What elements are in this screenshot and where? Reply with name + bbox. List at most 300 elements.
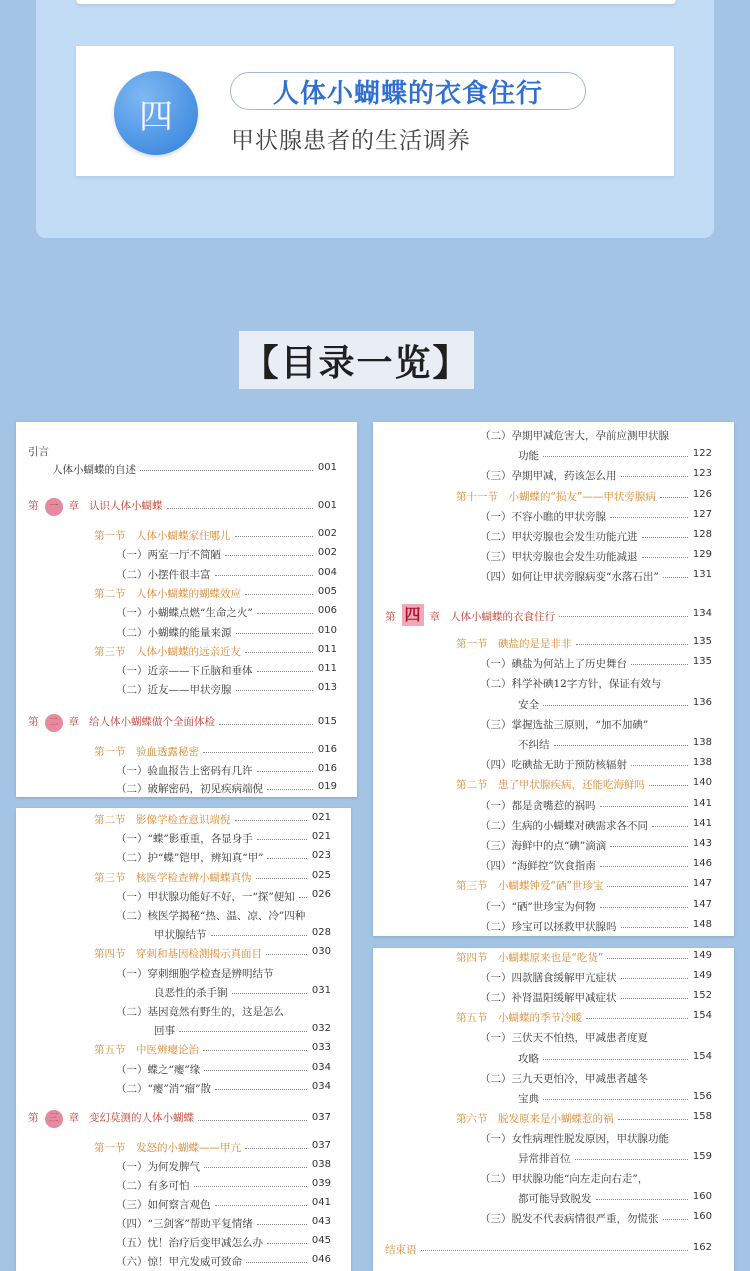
- chapter-title: 认识人体小蝴蝶: [89, 500, 163, 512]
- toc-subsection: [480, 468, 712, 484]
- dotted-leader: [236, 633, 314, 634]
- dotted-leader: [610, 846, 688, 847]
- toc-entry-title: 第十一节 小蝴蝶的“损友”——甲状旁腺病: [456, 490, 656, 503]
- toc-entry-title: （四）如何让甲状旁腺病变“水落石出”: [480, 571, 659, 584]
- dotted-leader: [235, 820, 308, 821]
- toc-subsection: [480, 970, 712, 986]
- toc-entry-title: （三）掌握选盐三原则，“加不加碘”: [480, 718, 649, 731]
- toc-intro: [52, 462, 337, 478]
- toc-entry-title: （一）两室一厅不简陋: [116, 549, 221, 562]
- toc-entry-title: （六）惊！甲亢发威可致命: [116, 1256, 242, 1268]
- page-number: 011: [317, 663, 337, 675]
- page-number: 030: [311, 946, 331, 958]
- toc-section: [456, 636, 712, 652]
- page-number: 038: [311, 1159, 331, 1170]
- toc-entry-title: （五）忧！治疗后变甲减怎么办: [116, 1237, 263, 1249]
- toc-entry-title: 第三节 人体小蝴蝶的远亲近友: [94, 645, 241, 658]
- dotted-leader: [586, 1018, 688, 1019]
- page-number: 002: [317, 547, 337, 559]
- toc-subsection: [116, 605, 337, 621]
- toc-section: [94, 946, 331, 962]
- toc-entry-title: （一）不容小瞧的甲状旁腺: [480, 510, 606, 523]
- toc-subsection: [518, 1051, 712, 1067]
- dotted-leader: [204, 1070, 307, 1071]
- toc-entry-title: 都可能导致脱发: [518, 1193, 592, 1206]
- toc-subsection: [154, 1023, 331, 1039]
- dotted-leader: [576, 644, 689, 645]
- page-number: 011: [317, 643, 337, 655]
- toc-subsection: [480, 919, 712, 935]
- dotted-leader: [649, 785, 688, 786]
- toc-page-3: [373, 422, 734, 936]
- dotted-leader: [257, 1224, 307, 1225]
- toc-entry-title: 安全: [518, 698, 539, 711]
- toc-entry-title: 功能: [518, 450, 539, 463]
- dotted-leader: [257, 839, 307, 840]
- chapter-number: 四: [402, 604, 424, 626]
- toc-entry-title: 甲状腺结节: [154, 929, 207, 942]
- toc-entry-title: （二）核医学揭秘“热、温、凉、冷”四种: [116, 910, 306, 922]
- toc-section: [94, 644, 337, 660]
- toc-entry-title: 异常排首位: [518, 1153, 571, 1165]
- toc-section: [94, 1042, 331, 1058]
- toc-entry-title: 第二节 影像学检查意识端倪: [94, 814, 231, 826]
- dotted-leader: [203, 752, 313, 753]
- page-number: 138: [692, 737, 712, 748]
- toc-chapter: [28, 714, 337, 736]
- dotted-leader: [236, 690, 314, 691]
- toc-subsection: [116, 1197, 331, 1213]
- page-number: 154: [692, 1050, 712, 1062]
- toc-subsection: [116, 1159, 331, 1175]
- dotted-leader: [631, 664, 688, 665]
- page-number: 123: [692, 468, 712, 480]
- toc-subsection: [116, 1062, 331, 1078]
- toc-subsection: [116, 1216, 331, 1232]
- toc-page-4: [373, 948, 734, 1271]
- page-number: 039: [311, 1178, 331, 1189]
- dotted-leader: [600, 866, 688, 867]
- dotted-leader: [600, 907, 688, 908]
- toc-entry-title: 第五节 小蝴蝶的季节冷暖: [456, 1012, 582, 1025]
- toc-entry-title: 回事: [154, 1025, 175, 1038]
- dotted-leader: [267, 789, 313, 790]
- dotted-leader: [663, 577, 688, 578]
- toc-subsection: [116, 889, 331, 905]
- page-number: 160: [692, 1211, 712, 1223]
- toc-subsection: [480, 717, 712, 733]
- chapter-label-pre: 第: [28, 500, 39, 512]
- toc-entry-title: （四）“海鲜控”饮食指南: [480, 860, 596, 873]
- toc-section: [456, 1111, 712, 1127]
- toc-entry-title: （二）护“蝶”铠甲，辨知真“甲”: [116, 852, 264, 865]
- page-number: 134: [692, 608, 712, 619]
- toc-section: [94, 586, 337, 602]
- page-number: 136: [692, 696, 712, 708]
- toc-subsection: [116, 1178, 331, 1194]
- chapter-label-post: 章: [68, 1112, 79, 1124]
- page-number: 152: [692, 990, 712, 1002]
- toc-page-1: [16, 422, 357, 797]
- dotted-leader: [225, 555, 313, 556]
- toc-page-2: [16, 808, 351, 1271]
- dotted-leader: [559, 616, 688, 617]
- toc-section: [456, 1010, 712, 1026]
- toc-section: [94, 528, 337, 544]
- toc-chapter: [28, 1110, 331, 1132]
- dotted-leader: [204, 1167, 307, 1168]
- toc-entry-title: （四）“三剑客”帮助平复情绪: [116, 1218, 253, 1230]
- chapter-number: 二: [45, 714, 63, 732]
- toc-entry-title: （二）补肾温阳缓解甲减症状: [480, 992, 617, 1005]
- page-number: 019: [317, 781, 337, 792]
- page-number: 126: [692, 488, 712, 500]
- dotted-leader: [215, 575, 314, 576]
- toc-subsection: [116, 763, 337, 779]
- dotted-leader: [621, 998, 689, 999]
- dotted-leader: [194, 1186, 308, 1187]
- toc-entry-title: 第二节 患了甲状腺疾病，还能吃海鲜吗: [456, 779, 645, 792]
- toc-entry-title: 第五节 中医辨瘿论治: [94, 1044, 199, 1057]
- toc-section: [94, 812, 331, 828]
- page-number: 021: [311, 812, 331, 823]
- toc-entry-title: （三）孕期甲减，药该怎么用: [480, 470, 617, 483]
- chapter-number: 三: [45, 1110, 63, 1128]
- toc-entry-title: 攻略: [518, 1052, 539, 1065]
- toc-subsection: [480, 1071, 712, 1087]
- toc-section: [94, 870, 331, 886]
- page-number: 001: [317, 462, 337, 473]
- toc-entry-title: （二）甲状旁腺也会发生功能亢进: [480, 531, 638, 543]
- toc-entry-title: （一）验血报告上密码有几许: [116, 764, 253, 777]
- dotted-leader: [267, 1243, 307, 1244]
- toc-entry-title: （三）如何察言观色: [116, 1199, 211, 1211]
- page-number: 131: [692, 569, 712, 581]
- page-number: 025: [311, 869, 331, 881]
- dotted-leader: [257, 613, 313, 614]
- page-number: 023: [311, 850, 331, 862]
- page-number: 149: [692, 970, 712, 982]
- page-number: 034: [311, 1080, 331, 1092]
- toc-subsection: [480, 1131, 712, 1147]
- page-number: 037: [311, 1140, 331, 1151]
- toc-entry-title: （二）孕期甲减危害大，孕前应测甲状腺: [480, 430, 669, 442]
- toc-entry-title: （一）“蝶”影重重，各显身手: [116, 833, 253, 846]
- page-number: 041: [311, 1197, 331, 1208]
- dotted-leader: [198, 1120, 307, 1121]
- page-number: 141: [692, 797, 712, 809]
- page-number: 026: [311, 888, 331, 900]
- toc-subsection: [116, 1254, 331, 1270]
- dotted-leader: [600, 806, 689, 807]
- page-number: 149: [692, 950, 712, 961]
- toc-subsection: [480, 899, 712, 915]
- toc-section: [456, 777, 712, 793]
- toc-entry-title: （三）甲状旁腺也会发生功能减退: [480, 551, 638, 564]
- dotted-leader: [245, 1148, 307, 1149]
- page-number: 162: [692, 1242, 712, 1253]
- page-number: 005: [317, 585, 337, 597]
- dotted-leader: [652, 826, 688, 827]
- toc-subsection: [480, 529, 712, 545]
- dotted-leader: [543, 456, 688, 457]
- toc-subsection: [116, 850, 331, 866]
- page-number: 138: [692, 757, 712, 769]
- toc-subsection: [480, 676, 712, 692]
- dotted-leader: [219, 724, 313, 725]
- dotted-leader: [266, 954, 307, 955]
- chapter-title: 给人体小蝴蝶做个全面体检: [89, 716, 215, 728]
- dotted-leader: [663, 1219, 689, 1220]
- toc-entry-title: （一）碘盐为何站上了历史舞台: [480, 658, 627, 671]
- toc-subsection: [480, 818, 712, 834]
- dotted-leader: [621, 978, 689, 979]
- dotted-leader: [575, 1159, 689, 1160]
- page-number: 013: [317, 682, 337, 694]
- toc-entry-title: （一）穿刺细胞学检查是辨明结节: [116, 967, 274, 980]
- page-number: 160: [692, 1191, 712, 1203]
- toc-entry-title: （一）蝶之“瘿”缘: [116, 1063, 201, 1076]
- toc-subsection: [116, 908, 331, 924]
- dotted-leader: [203, 1050, 307, 1051]
- page-number: 156: [692, 1090, 712, 1102]
- chapter-number: 一: [45, 498, 63, 516]
- toc-subsection: [116, 625, 337, 641]
- toc-entry-title: 宝典: [518, 1092, 539, 1105]
- toc-entry-title: （二）有多可怕: [116, 1180, 190, 1192]
- top-panel: [36, 0, 714, 238]
- toc-entry-title: 不纠结: [518, 739, 550, 751]
- page-number: 016: [317, 744, 337, 755]
- dotted-leader: [235, 536, 314, 537]
- page-number: 159: [692, 1151, 712, 1162]
- toc-subsection: [116, 831, 331, 847]
- part-subtitle: 甲状腺患者的生活调养: [231, 128, 471, 154]
- dotted-leader: [215, 1205, 308, 1206]
- page-number: 127: [692, 508, 712, 520]
- toc-entry-title: （一）女性病理性脱发原因，甲状腺功能: [480, 1132, 669, 1145]
- page-number: 006: [317, 605, 337, 617]
- toc-subsection: [480, 1211, 712, 1227]
- toc-entry-title: （一）近亲——下丘脑和垂体: [116, 665, 253, 678]
- page-number: 043: [311, 1216, 331, 1227]
- toc-subsection: [480, 549, 712, 565]
- chapter-label-pre: 第: [28, 716, 39, 728]
- toc-subsection: [518, 697, 712, 713]
- dotted-leader: [211, 935, 308, 936]
- toc-subsection: [480, 509, 712, 525]
- dotted-leader: [607, 958, 688, 959]
- toc-section: [94, 744, 337, 760]
- toc-subsection: [116, 663, 337, 679]
- dotted-leader: [421, 1250, 689, 1251]
- dotted-leader: [245, 594, 313, 595]
- toc-entry-title: （三）海鲜中的点“碘”滴滴: [480, 840, 607, 852]
- toc-entry-title: （二）珍宝可以拯救甲状腺吗: [480, 920, 617, 933]
- page-number: 033: [311, 1042, 331, 1054]
- toc-entry-title: 第四节 小蝴蝶原来也是“吃货”: [456, 952, 604, 964]
- toc-subsection: [116, 1081, 331, 1097]
- toc-entry-title: 第三节 小蝴蝶钟爱“硒”世珍宝: [456, 880, 604, 893]
- toc-entry-title: （二）小蝴蝶的能量来源: [116, 626, 232, 639]
- dotted-leader: [543, 1059, 688, 1060]
- toc-entry-title: （三）脱发不代表病情很严重，勿慌张: [480, 1213, 659, 1226]
- toc-subsection: [480, 858, 712, 874]
- toc-entry-title: （二）小摆件很丰富: [116, 568, 211, 581]
- toc-chapter: [28, 498, 337, 520]
- page-number: 032: [311, 1023, 331, 1035]
- toc-entry-title: 第一节 人体小蝴蝶家住哪儿: [94, 530, 231, 542]
- page-number: 135: [692, 636, 712, 647]
- toc-subsection: [480, 1030, 712, 1046]
- toc-subsection: [518, 737, 712, 753]
- toc-subsection: [116, 966, 331, 982]
- toc-entry-title: 第一节 碘盐的是是非非: [456, 638, 572, 650]
- dotted-leader: [245, 652, 313, 653]
- toc-entry-title: 第一节 验血透露秘密: [94, 746, 199, 758]
- toc-entry-title: 结束语: [385, 1244, 417, 1256]
- part-card: [76, 46, 674, 176]
- dotted-leader: [215, 1089, 307, 1090]
- toc-subsection: [116, 781, 337, 797]
- dotted-leader: [642, 557, 689, 558]
- dotted-leader: [167, 508, 314, 509]
- toc-subsection: [116, 1235, 331, 1251]
- page-number: 141: [692, 817, 712, 829]
- dotted-leader: [543, 705, 688, 706]
- page-number: 021: [311, 831, 331, 843]
- dotted-leader: [179, 1031, 307, 1032]
- page-number: 140: [692, 777, 712, 789]
- chapter-label-post: 章: [429, 611, 440, 623]
- toc-entry-title: （二）“瘿”消“瘤”散: [116, 1082, 211, 1095]
- page-number: 143: [692, 838, 712, 849]
- chapter-title: 人体小蝴蝶的衣食住行: [450, 611, 555, 623]
- dotted-leader: [610, 517, 688, 518]
- dotted-leader: [621, 476, 689, 477]
- chapter-title: 变幻莫测的人体小蝴蝶: [89, 1112, 194, 1124]
- toc-section: [94, 1140, 331, 1156]
- page-number: 122: [692, 448, 712, 460]
- toc-subsection: [116, 682, 337, 698]
- page-number: 002: [317, 528, 337, 539]
- page-number: 028: [311, 927, 331, 939]
- page-number: 015: [317, 716, 337, 727]
- toc-subsection: [154, 927, 331, 943]
- toc-subsection: [480, 990, 712, 1006]
- page-number: 034: [311, 1061, 331, 1073]
- toc-section: [456, 489, 712, 505]
- toc-subsection: [480, 1171, 712, 1187]
- toc-entry-title: （一）甲状腺功能好不好，一“探”便知: [116, 890, 295, 903]
- chapter-label-pre: 第: [385, 611, 396, 623]
- toc-subsection: [518, 1091, 712, 1107]
- toc-subsection: [480, 757, 712, 773]
- page-number: 147: [692, 878, 712, 890]
- toc-entry-title: （一）三伏天不怕热，甲减患者度夏: [480, 1032, 648, 1045]
- dotted-leader: [267, 858, 307, 859]
- toc-entry-title: 第二节 人体小蝴蝶的蝴蝶效应: [94, 587, 241, 600]
- toc-section: [456, 878, 712, 894]
- toc-entry-title: （二）三九天更怕冷，甲减患者越冬: [480, 1072, 648, 1085]
- toc-entry-title: （四）吃碘盐无助于预防核辐射: [480, 759, 627, 772]
- toc-subsection: [480, 838, 712, 854]
- toc-entry-title: （二）科学补碘12字方针，保证有效与: [480, 678, 662, 691]
- dotted-leader: [257, 671, 314, 672]
- page-number: 128: [692, 529, 712, 540]
- dotted-leader: [621, 927, 689, 928]
- toc-entry-title: 第六节 脱发原来是小蝴蝶惹的祸: [456, 1112, 614, 1125]
- page-number: 045: [311, 1235, 331, 1246]
- toc-subsection: [116, 547, 337, 563]
- toc-subsection: [518, 448, 712, 464]
- toc-subsection: [116, 567, 337, 583]
- dotted-leader: [554, 745, 689, 746]
- page-number: 147: [692, 898, 712, 910]
- toc-entry-title: （一）“硒”世珍宝为何物: [480, 900, 596, 913]
- toc-subsection: [116, 1004, 331, 1020]
- page-number: 001: [317, 500, 337, 511]
- dotted-leader: [631, 765, 688, 766]
- dotted-leader: [607, 886, 688, 887]
- toc-subsection: [480, 569, 712, 585]
- dotted-leader: [618, 1119, 689, 1120]
- page-number: 031: [311, 984, 331, 996]
- toc-entry-title: （二）基因竟然有野生的，这是怎么: [116, 1006, 284, 1018]
- toc-subsection: [480, 428, 712, 444]
- toc-entry-title: 第一节 发怒的小蝴蝶——甲亢: [94, 1142, 241, 1154]
- dotted-leader: [642, 537, 689, 538]
- toc-entry-title: 良恶性的杀手锏: [154, 986, 228, 999]
- part-title: 人体小蝴蝶的衣食住行: [230, 72, 586, 110]
- page-number: 004: [317, 566, 337, 578]
- dotted-leader: [660, 497, 688, 498]
- previous-part-card: [76, 0, 676, 4]
- toc-chapter: [385, 604, 712, 628]
- toc-entry-title: （一）小蝴蝶点燃“生命之火”: [116, 607, 253, 620]
- dotted-leader: [140, 470, 313, 471]
- page-number: 148: [692, 918, 712, 930]
- page-number: 146: [692, 858, 712, 870]
- page-number: 129: [692, 549, 712, 561]
- toc-entry-title: （一）都是贪嘴惹的祸吗: [480, 799, 596, 812]
- page-number: 037: [311, 1112, 331, 1123]
- toc-entry-title: 人体小蝴蝶的自述: [52, 464, 136, 476]
- page-number: 010: [317, 624, 337, 636]
- toc-entry-title: （二）破解密码，初见疾病端倪: [116, 783, 263, 795]
- toc-section: [456, 950, 712, 966]
- part-number-badge: 四: [114, 71, 198, 155]
- toc-subsection: [154, 985, 331, 1001]
- dotted-leader: [596, 1199, 689, 1200]
- toc-ending: [385, 1242, 712, 1258]
- page-number: 135: [692, 656, 712, 668]
- dotted-leader: [246, 1262, 307, 1263]
- chapter-label-pre: 第: [28, 1112, 39, 1124]
- dotted-leader: [543, 1099, 688, 1100]
- toc-entry-title: （一）为何发脾气: [116, 1161, 200, 1173]
- toc-subsection: [518, 1151, 712, 1167]
- dotted-leader: [299, 897, 307, 898]
- toc-subsection: [480, 656, 712, 672]
- page-number: 158: [692, 1110, 712, 1122]
- toc-entry-title: 第三节 核医学检查辨小蝴蝶真伪: [94, 871, 252, 884]
- page-number: 046: [311, 1254, 331, 1265]
- toc-entry-title: （一）四款膳食缓解甲亢症状: [480, 972, 617, 985]
- chapter-label-post: 章: [68, 500, 79, 512]
- toc-subsection: [518, 1191, 712, 1207]
- toc-subsection: [480, 798, 712, 814]
